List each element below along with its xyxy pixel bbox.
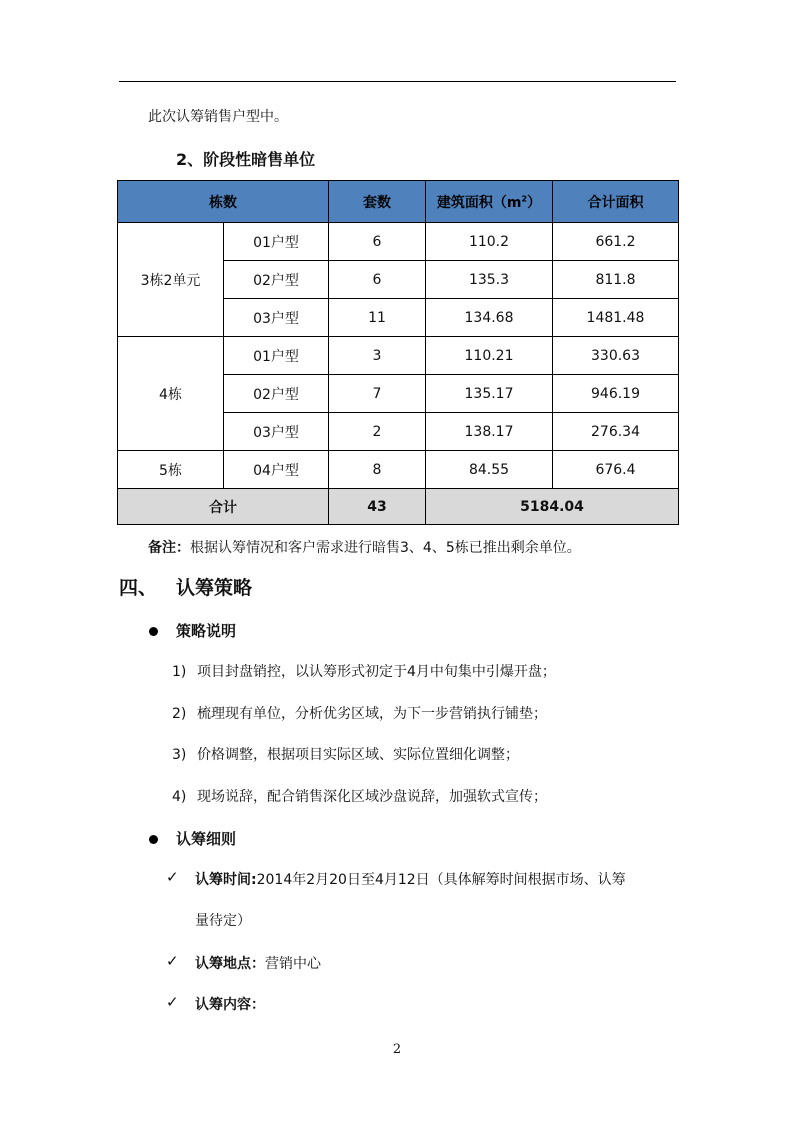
strategy-item-num: 2): [172, 706, 187, 722]
strategy-item-text: 现场说辞，配合销售深化区域沙盘说辞，加强软式宣传；: [197, 789, 547, 805]
strategy-item-num: 3): [172, 747, 187, 763]
details-title: 认筹细则: [176, 830, 237, 848]
sets-cell: 7: [329, 375, 426, 413]
table-total-row: [118, 489, 679, 525]
header-area: 建筑面积$(m^2)$: [426, 181, 553, 223]
area-cell: 134.68: [426, 299, 553, 337]
intro-line: 此次认筹销售户型中。: [148, 109, 288, 125]
checkmark-icon: ✓: [166, 952, 179, 970]
sets-cell: 8: [329, 451, 426, 489]
time-text-continued: 量待定）: [195, 913, 251, 929]
bullet-icon: [149, 627, 158, 636]
total-cell: 330.63: [553, 337, 679, 375]
strategy-item-text: 梳理现有单位，分析优劣区域，为下一步营销执行铺垫；: [197, 706, 547, 722]
area-cell: 84.55: [426, 451, 553, 489]
time-label: 认筹时间:: [195, 872, 257, 888]
bullet-icon: [149, 835, 158, 844]
sets-cell: 3: [329, 337, 426, 375]
building-cell: 3栋2单元: [118, 223, 224, 337]
place-text: 营销中心: [265, 956, 321, 972]
total-cell: 276.34: [553, 413, 679, 451]
header-total-area: 合计面积: [553, 181, 679, 223]
header-building: 栋数: [118, 181, 329, 223]
table-row: [118, 451, 679, 489]
strategy-item-num: 1): [172, 664, 187, 680]
strategy-item-text: 项目封盘销控，以认筹形式初定于4月中旬集中引爆开盘；: [197, 664, 556, 680]
sets-cell: 6: [329, 223, 426, 261]
strategy-item-num: 4): [172, 789, 187, 805]
table-row: [118, 223, 679, 261]
total-cell: 676.4: [553, 451, 679, 489]
area-cell: 110.2: [426, 223, 553, 261]
area-cell: 135.17: [426, 375, 553, 413]
area-cell: 138.17: [426, 413, 553, 451]
content-label: 认筹内容：: [195, 997, 265, 1013]
strategy-item-text: 价格调整，根据项目实际区域、实际位置细化调整；: [197, 747, 519, 763]
sets-cell: 2: [329, 413, 426, 451]
total-sets-cell: 43: [329, 489, 426, 525]
type-cell: 04户型: [224, 451, 329, 489]
table-note: [148, 539, 581, 557]
total-label-cell: 合计: [118, 489, 329, 525]
header-sets: 套数: [329, 181, 426, 223]
place-label: 认筹地点：: [195, 956, 265, 972]
total-cell: 811.8: [553, 261, 679, 299]
header-rule: [119, 81, 676, 82]
building-cell: 5栋: [118, 451, 224, 489]
note-label: 备注：: [148, 540, 190, 556]
sets-cell: 6: [329, 261, 426, 299]
section2-title: 2、阶段性暗售单位: [176, 150, 316, 169]
details-time: [195, 871, 626, 889]
note-text: 根据认筹情况和客户需求进行暗售3、4、5栋已推出剩余单位。: [190, 540, 581, 556]
sets-cell: 11: [329, 299, 426, 337]
total-cell: 661.2: [553, 223, 679, 261]
section4-title: 认筹策略: [176, 577, 253, 599]
total-cell: 1481.48: [553, 299, 679, 337]
details-place: [195, 955, 321, 973]
type-cell: 03户型: [224, 413, 329, 451]
type-cell: 02户型: [224, 261, 329, 299]
table-header-row: [118, 181, 679, 223]
checkmark-icon: ✓: [166, 993, 179, 1011]
strategy-title: 策略说明: [176, 622, 237, 640]
units-table: [117, 180, 679, 525]
area-cell: 135.3: [426, 261, 553, 299]
type-cell: 01户型: [224, 337, 329, 375]
section4-number: 四、: [119, 577, 158, 599]
type-cell: 03户型: [224, 299, 329, 337]
building-cell: 4栋: [118, 337, 224, 451]
type-cell: 02户型: [224, 375, 329, 413]
type-cell: 01户型: [224, 223, 329, 261]
page-number: 2: [392, 1042, 402, 1057]
table-row: [118, 337, 679, 375]
checkmark-icon: ✓: [166, 868, 179, 886]
total-area-cell: 5184.04: [426, 489, 679, 525]
time-text: 2014年2月20日至4月12日（具体解筹时间根据市场、认筹: [256, 872, 626, 888]
area-cell: 110.21: [426, 337, 553, 375]
total-cell: 946.19: [553, 375, 679, 413]
